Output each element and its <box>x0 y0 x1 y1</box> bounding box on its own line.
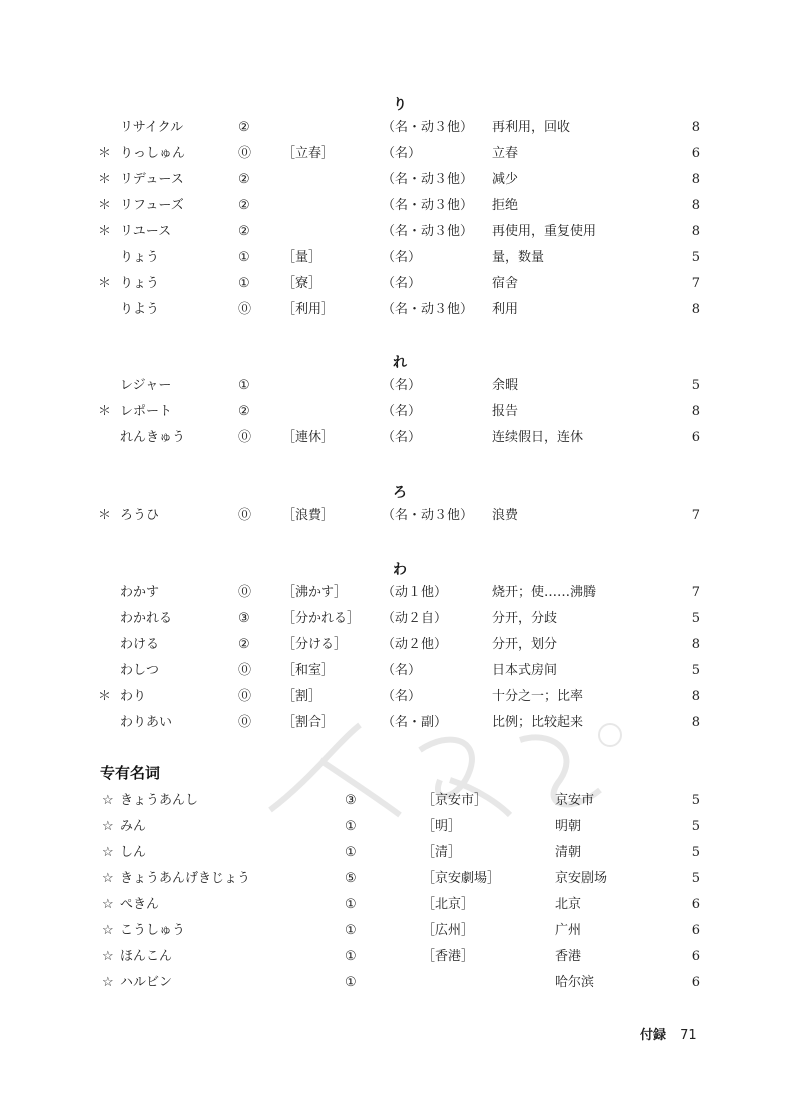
vocab-row <box>0 168 800 192</box>
word-meaning: 连续假日，连休 <box>492 430 584 445</box>
vocab-row <box>0 142 800 166</box>
word-pos: （名） <box>382 378 422 393</box>
proper-noun-row <box>0 815 800 839</box>
word-lesson: 8 <box>691 689 700 704</box>
proper-lesson: 5 <box>691 871 700 886</box>
word-meaning: 报告 <box>492 404 519 419</box>
proper-accent: ⑤ <box>345 871 357 886</box>
word-kanji: ［和室］ <box>282 663 335 678</box>
word-lesson: 7 <box>691 276 700 291</box>
word-pos: （名） <box>382 689 422 704</box>
word-kana: わりあい <box>120 715 173 730</box>
word-kana: レポート <box>120 404 173 419</box>
word-kana: りっしゅん <box>120 146 186 161</box>
vocab-row <box>0 116 800 140</box>
word-accent: ③ <box>238 611 250 626</box>
page-footer <box>640 1024 697 1043</box>
proper-accent: ① <box>345 819 357 834</box>
word-lesson: 8 <box>691 302 700 317</box>
word-kanji: ［割合］ <box>282 715 335 730</box>
proper-lesson: 5 <box>691 819 700 834</box>
word-lesson: 8 <box>691 404 700 419</box>
vocab-row <box>0 246 800 270</box>
word-lesson: 7 <box>691 585 700 600</box>
word-pos: （名） <box>382 404 422 419</box>
proper-meaning: 京安剧场 <box>555 871 608 886</box>
word-kanji: ［量］ <box>282 250 322 265</box>
word-pos: （名・副） <box>382 715 448 730</box>
word-accent: ② <box>238 198 250 213</box>
proper-kana: ハルビン <box>120 975 173 990</box>
word-kanji: ［割］ <box>282 689 322 704</box>
word-lesson: 5 <box>691 663 700 678</box>
word-kana: りょう <box>120 250 160 265</box>
proper-meaning: 京安市 <box>555 793 595 808</box>
word-meaning: 比例；比较起来 <box>492 715 584 730</box>
new-word-mark: ＊ <box>98 276 112 291</box>
word-accent: ⓪ <box>238 508 252 523</box>
section-heading-wa: わ <box>393 562 407 578</box>
section-heading-re: れ <box>393 355 407 371</box>
proper-noun-row <box>0 971 800 995</box>
word-kanji: ［連休］ <box>282 430 335 445</box>
word-meaning: 十分之一；比率 <box>492 689 584 704</box>
word-pos: （名・动３他） <box>382 224 474 239</box>
new-word-mark: ＊ <box>98 172 112 187</box>
proper-kanji: ［北京］ <box>422 897 475 912</box>
word-pos: （名・动３他） <box>382 172 474 187</box>
vocab-row <box>0 633 800 657</box>
word-accent: ① <box>238 250 250 265</box>
word-accent: ⓪ <box>238 146 252 161</box>
vocab-row <box>0 607 800 631</box>
section-heading-ro: ろ <box>393 485 407 501</box>
proper-lesson: 6 <box>691 975 700 990</box>
proper-noun-row <box>0 841 800 865</box>
word-meaning: 再使用，重复使用 <box>492 224 597 239</box>
word-accent: ② <box>238 224 250 239</box>
star-icon: ☆ <box>102 923 114 938</box>
proper-accent: ① <box>345 845 357 860</box>
word-accent: ⓪ <box>238 302 252 317</box>
word-lesson: 5 <box>691 378 700 393</box>
proper-kanji: ［京安市］ <box>422 793 488 808</box>
word-meaning: 浪费 <box>492 508 519 523</box>
word-meaning: 烧开；使……沸腾 <box>492 585 597 600</box>
star-icon: ☆ <box>102 975 114 990</box>
word-accent: ② <box>238 404 250 419</box>
vocab-row <box>0 220 800 244</box>
proper-meaning: 北京 <box>555 897 582 912</box>
word-lesson: 6 <box>691 430 700 445</box>
proper-noun-row <box>0 867 800 891</box>
word-lesson: 5 <box>691 250 700 265</box>
footer-label: 付録 <box>640 1028 667 1043</box>
proper-nouns-title: 专有名词 <box>100 764 161 782</box>
word-pos: （名・动３他） <box>382 198 474 213</box>
proper-kanji: ［清］ <box>422 845 462 860</box>
word-pos: （名） <box>382 276 422 291</box>
word-meaning: 宿舍 <box>492 276 519 291</box>
proper-lesson: 6 <box>691 897 700 912</box>
word-meaning: 分开，分歧 <box>492 611 558 626</box>
proper-kana: みん <box>120 819 147 834</box>
word-pos: （名） <box>382 146 422 161</box>
word-lesson: 6 <box>691 146 700 161</box>
word-accent: ⓪ <box>238 430 252 445</box>
word-meaning: 立春 <box>492 146 519 161</box>
proper-meaning: 哈尔滨 <box>555 975 595 990</box>
star-icon: ☆ <box>102 845 114 860</box>
new-word-mark: ＊ <box>98 146 112 161</box>
proper-kana: きょうあんし <box>120 793 199 808</box>
word-lesson: 8 <box>691 715 700 730</box>
star-icon: ☆ <box>102 871 114 886</box>
proper-noun-row <box>0 789 800 813</box>
proper-accent: ① <box>345 897 357 912</box>
word-kana: リフューズ <box>120 198 184 213</box>
word-meaning: 拒绝 <box>492 198 519 213</box>
proper-kana: きょうあんげきじょう <box>120 871 251 886</box>
proper-noun-row <box>0 919 800 943</box>
word-lesson: 8 <box>691 198 700 213</box>
new-word-mark: ＊ <box>98 508 112 523</box>
word-kana: わり <box>120 689 147 704</box>
word-kana: りよう <box>120 302 160 317</box>
proper-accent: ① <box>345 949 357 964</box>
word-pos: （名） <box>382 250 422 265</box>
word-kana: れんきゅう <box>120 430 186 445</box>
word-meaning: 分开，划分 <box>492 637 558 652</box>
word-accent: ① <box>238 378 250 393</box>
word-pos: （名） <box>382 663 422 678</box>
word-kana: わける <box>120 637 160 652</box>
vocab-row <box>0 504 800 528</box>
word-lesson: 8 <box>691 224 700 239</box>
vocab-row <box>0 194 800 218</box>
proper-noun-row <box>0 893 800 917</box>
word-kanji: ［立春］ <box>282 146 335 161</box>
word-kanji: ［分ける］ <box>282 637 348 652</box>
word-meaning: 利用 <box>492 302 519 317</box>
proper-kanji: ［京安劇場］ <box>422 871 501 886</box>
page-number: 71 <box>680 1028 697 1043</box>
word-meaning: 量，数量 <box>492 250 545 265</box>
word-accent: ⓪ <box>238 663 252 678</box>
vocab-row <box>0 400 800 424</box>
proper-accent: ③ <box>345 793 357 808</box>
proper-accent: ① <box>345 923 357 938</box>
word-pos: （名・动３他） <box>382 120 474 135</box>
proper-kanji: ［香港］ <box>422 949 475 964</box>
word-lesson: 7 <box>691 508 700 523</box>
word-lesson: 8 <box>691 120 700 135</box>
vocab-row <box>0 426 800 450</box>
proper-kana: しん <box>120 845 147 860</box>
proper-lesson: 5 <box>691 793 700 808</box>
proper-meaning: 清朝 <box>555 845 582 860</box>
word-kana: わかす <box>120 585 160 600</box>
new-word-mark: ＊ <box>98 198 112 213</box>
proper-meaning: 广州 <box>555 923 582 938</box>
proper-lesson: 6 <box>691 949 700 964</box>
section-heading-ri: り <box>393 97 407 113</box>
proper-kana: ほんこん <box>120 949 173 964</box>
word-accent: ⓪ <box>238 689 252 704</box>
word-pos: （动１他） <box>382 585 448 600</box>
word-kanji: ［寮］ <box>282 276 322 291</box>
proper-kanji: ［明］ <box>422 819 462 834</box>
word-kana: リユース <box>120 224 172 239</box>
proper-accent: ① <box>345 975 357 990</box>
proper-lesson: 5 <box>691 845 700 860</box>
word-kanji: ［浪費］ <box>282 508 335 523</box>
word-lesson: 8 <box>691 172 700 187</box>
word-kanji: ［利用］ <box>282 302 335 317</box>
word-kana: リサイクル <box>120 120 184 135</box>
word-lesson: 8 <box>691 637 700 652</box>
word-kana: レジャー <box>120 378 172 393</box>
word-accent: ② <box>238 120 250 135</box>
star-icon: ☆ <box>102 949 114 964</box>
star-icon: ☆ <box>102 819 114 834</box>
word-accent: ① <box>238 276 250 291</box>
vocab-row <box>0 298 800 322</box>
word-meaning: 日本式房间 <box>492 663 558 678</box>
word-pos: （动２自） <box>382 611 448 626</box>
word-pos: （名） <box>382 430 422 445</box>
word-kana: りょう <box>120 276 160 291</box>
proper-noun-row <box>0 945 800 969</box>
new-word-mark: ＊ <box>98 224 112 239</box>
word-pos: （动２他） <box>382 637 448 652</box>
proper-kana: こうしゅう <box>120 923 186 938</box>
word-meaning: 减少 <box>492 172 519 187</box>
vocab-row <box>0 374 800 398</box>
word-accent: ⓪ <box>238 585 252 600</box>
new-word-mark: ＊ <box>98 404 112 419</box>
word-kana: リデュース <box>120 172 184 187</box>
word-meaning: 再利用，回收 <box>492 120 571 135</box>
word-meaning: 余暇 <box>492 378 519 393</box>
vocab-row <box>0 659 800 683</box>
word-pos: （名・动３他） <box>382 302 474 317</box>
word-accent: ⓪ <box>238 715 252 730</box>
word-kanji: ［沸かす］ <box>282 585 348 600</box>
vocab-row <box>0 711 800 735</box>
word-kana: わしつ <box>120 663 160 678</box>
new-word-mark: ＊ <box>98 689 112 704</box>
vocab-row <box>0 685 800 709</box>
word-kanji: ［分かれる］ <box>282 611 361 626</box>
word-pos: （名・动３他） <box>382 508 474 523</box>
proper-kanji: ［広州］ <box>422 923 475 938</box>
vocab-row <box>0 272 800 296</box>
star-icon: ☆ <box>102 793 114 808</box>
word-kana: わかれる <box>120 611 173 626</box>
proper-kana: ぺきん <box>120 897 160 912</box>
vocab-row <box>0 581 800 605</box>
proper-lesson: 6 <box>691 923 700 938</box>
word-lesson: 5 <box>691 611 700 626</box>
word-accent: ② <box>238 637 250 652</box>
word-accent: ② <box>238 172 250 187</box>
word-kana: ろうひ <box>120 508 160 523</box>
star-icon: ☆ <box>102 897 114 912</box>
proper-meaning: 香港 <box>555 949 582 964</box>
proper-meaning: 明朝 <box>555 819 582 834</box>
